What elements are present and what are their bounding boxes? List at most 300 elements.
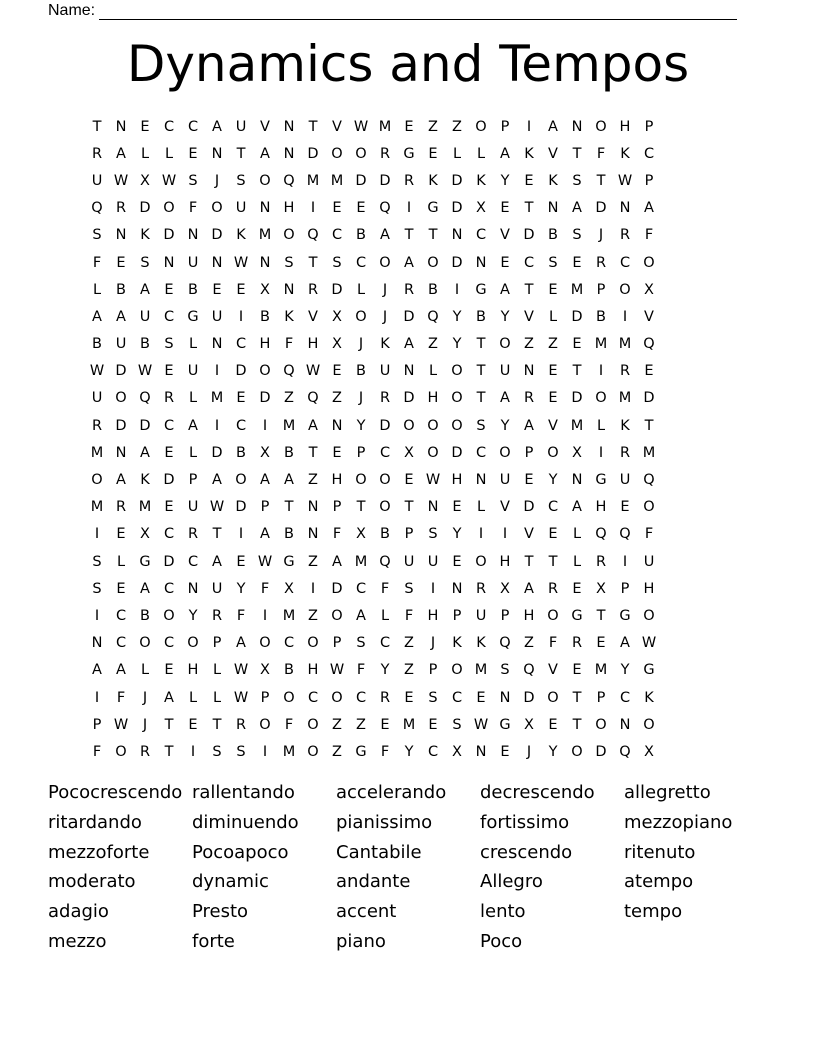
grid-letter: A [260,526,270,543]
grid-letter: R [619,227,631,244]
grid-letter: O [619,281,631,298]
grid-letter: J [142,689,148,706]
grid-letter: Y [500,308,510,325]
grid-letter: X [644,743,654,760]
grid-letter: V [332,118,342,135]
grid-letter: P [404,526,414,543]
grid-letter: I [262,417,268,434]
grid-letter: T [476,363,486,380]
grid-letter: M [594,336,608,353]
grid-letter: H [595,499,607,516]
grid-letter: C [115,607,127,624]
grid-letter: F [116,689,126,706]
grid-letter: L [356,281,366,298]
grid-letter: A [404,254,414,271]
grid-letter: D [139,200,151,217]
grid-letter: R [163,390,175,407]
grid-letter: M [282,743,296,760]
grid-letter: X [404,444,414,461]
grid-letter: A [500,145,510,162]
grid-letter: T [596,172,606,189]
grid-letter: K [476,635,486,652]
grid-letter: C [163,118,175,135]
grid-row [85,276,733,303]
grid-letter: M [90,499,104,516]
grid-letter: B [476,308,486,325]
grid-letter: J [526,743,532,760]
grid-row [85,521,733,548]
grid-letter: E [548,716,558,733]
grid-letter: C [643,145,655,162]
grid-letter: E [428,716,438,733]
grid-letter: Z [308,472,318,489]
grid-letter: N [475,743,487,760]
grid-letter: O [259,172,271,189]
grid-letter: W [641,635,657,652]
grid-letter: C [619,254,631,271]
grid-letter: Q [643,472,655,489]
grid-letter: D [523,227,535,244]
grid-letter: G [475,281,487,298]
grid-letter: D [211,444,223,461]
grid-letter: O [115,390,127,407]
grid-row [85,630,733,657]
grid-letter: Y [188,607,198,624]
grid-letter: F [596,145,606,162]
grid-letter: A [116,308,126,325]
name-field [48,0,748,20]
grid-letter: D [595,743,607,760]
grid-letter: E [332,363,342,380]
grid-letter: O [547,444,559,461]
grid-row [85,602,733,629]
grid-letter: O [499,444,511,461]
grid-letter: V [524,526,534,543]
grid-letter: R [595,254,607,271]
grid-letter: A [284,472,294,489]
grid-letter: M [618,336,632,353]
word-list-item: andante [336,871,411,893]
grid-letter: W [233,254,249,271]
grid-letter: F [284,336,294,353]
grid-letter: N [115,118,127,135]
grid-letter: E [500,743,510,760]
grid-letter: N [475,254,487,271]
grid-row [85,140,733,167]
grid-letter: W [209,499,225,516]
word-list-item: crescendo [480,841,573,863]
grid-letter: A [356,607,366,624]
grid-letter: N [187,580,199,597]
grid-letter: G [283,553,295,570]
grid-letter: C [163,417,175,434]
grid-letter: C [163,308,175,325]
grid-letter: E [452,499,462,516]
grid-letter: A [92,308,102,325]
grid-letter: E [548,526,558,543]
word-list-item: Presto [192,901,249,923]
grid-letter: Y [380,662,390,679]
grid-letter: L [140,662,150,679]
grid-letter: E [572,254,582,271]
grid-letter: Z [452,118,462,135]
grid-letter: B [284,526,294,543]
grid-letter: Z [548,336,558,353]
grid-letter: Z [332,390,342,407]
grid-letter: T [308,444,318,461]
grid-letter: W [113,172,129,189]
grid-letter: C [379,444,391,461]
grid-letter: I [454,281,460,298]
grid-letter: U [91,172,103,189]
grid-letter: A [380,227,390,244]
grid-letter: A [644,200,654,217]
grid-letter: A [92,662,102,679]
grid-letter: N [115,227,127,244]
grid-letter: U [499,472,511,489]
word-list-item: Allegro [480,871,543,893]
grid-letter: O [379,254,391,271]
grid-letter: C [235,417,247,434]
grid-letter: X [572,444,582,461]
grid-letter: J [430,635,436,652]
grid-letter: E [644,363,654,380]
grid-letter: O [547,607,559,624]
grid-letter: N [307,499,319,516]
grid-letter: S [284,254,294,271]
grid-letter: O [331,145,343,162]
grid-letter: S [572,172,582,189]
grid-letter: Y [452,526,462,543]
grid-letter: F [380,743,390,760]
grid-letter: Z [524,336,534,353]
grid-letter: Q [595,526,607,543]
grid-letter: L [116,553,126,570]
grid-letter: Q [307,390,319,407]
grid-letter: F [92,743,102,760]
grid-letter: O [355,308,367,325]
grid-letter: B [596,308,606,325]
grid-letter: M [138,499,152,516]
grid-letter: P [356,444,366,461]
grid-letter: W [89,363,105,380]
grid-letter: H [427,390,439,407]
grid-letter: Y [500,417,510,434]
grid-letter: L [428,363,438,380]
grid-letter: E [548,390,558,407]
grid-letter: J [382,308,388,325]
grid-letter: N [571,118,583,135]
grid-letter: W [137,363,153,380]
grid-letter: N [115,444,127,461]
grid-letter: I [94,689,100,706]
grid-letter: O [331,607,343,624]
grid-letter: I [262,743,268,760]
grid-letter: A [116,662,126,679]
grid-letter: E [116,580,126,597]
grid-letter: E [332,200,342,217]
grid-letter: N [451,227,463,244]
grid-letter: C [547,499,559,516]
grid-letter: O [403,417,415,434]
grid-letter: M [282,607,296,624]
grid-letter: S [428,689,438,706]
grid-letter: D [523,499,535,516]
grid-letter: M [618,390,632,407]
grid-letter: T [572,716,582,733]
grid-letter: F [548,635,558,652]
grid-letter: O [355,145,367,162]
grid-letter: F [356,662,366,679]
grid-letter: W [257,553,273,570]
grid-letter: Z [284,390,294,407]
grid-letter: F [644,227,654,244]
grid-letter: T [596,607,606,624]
grid-letter: I [238,308,244,325]
word-list-item: adagio [48,901,109,923]
grid-letter: Q [643,336,655,353]
grid-letter: E [140,118,150,135]
grid-letter: R [235,716,247,733]
grid-letter: O [475,553,487,570]
grid-letter: D [403,308,415,325]
grid-letter: T [404,499,414,516]
grid-row [85,412,733,439]
grid-letter: E [164,281,174,298]
grid-letter: X [140,172,150,189]
grid-letter: O [595,716,607,733]
grid-letter: B [140,607,150,624]
grid-letter: K [644,689,654,706]
grid-letter: V [644,308,654,325]
grid-letter: U [427,553,439,570]
grid-letter: B [116,281,126,298]
grid-letter: S [452,716,462,733]
grid-letter: T [92,118,102,135]
grid-letter: T [212,526,222,543]
grid-letter: D [235,499,247,516]
grid-letter: N [475,472,487,489]
grid-letter: A [212,553,222,570]
grid-letter: P [644,118,654,135]
grid-letter: I [94,526,100,543]
grid-letter: A [212,118,222,135]
grid-letter: U [235,118,247,135]
grid-letter: E [500,200,510,217]
word-list-item: accent [336,901,397,923]
grid-letter: N [91,635,103,652]
grid-row [85,575,733,602]
grid-letter: W [473,716,489,733]
grid-letter: S [476,417,486,434]
grid-letter: T [572,145,582,162]
word-list [48,778,768,957]
grid-letter: H [307,662,319,679]
grid-letter: D [163,553,175,570]
grid-letter: O [91,472,103,489]
grid-letter: Z [308,553,318,570]
grid-letter: R [307,281,319,298]
grid-letter: K [140,472,150,489]
grid-letter: N [547,200,559,217]
grid-letter: U [91,390,103,407]
grid-letter: O [643,499,655,516]
grid-letter: Y [404,743,414,760]
grid-letter: X [356,526,366,543]
grid-row [85,167,733,194]
grid-letter: Q [499,635,511,652]
grid-letter: T [308,118,318,135]
grid-letter: E [356,200,366,217]
grid-letter: A [116,472,126,489]
grid-letter: T [164,743,174,760]
grid-letter: P [92,716,102,733]
grid-letter: I [214,417,220,434]
grid-letter: B [260,308,270,325]
grid-letter: U [187,499,199,516]
grid-letter: E [212,281,222,298]
grid-letter: C [475,444,487,461]
grid-letter: I [622,308,628,325]
grid-row [85,738,733,765]
grid-letter: N [499,689,511,706]
word-list-item: fortissimo [480,811,570,833]
grid-letter: R [571,635,583,652]
grid-letter: S [212,743,222,760]
word-list-item: forte [192,930,235,952]
grid-letter: T [572,689,582,706]
grid-letter: Z [332,743,342,760]
grid-letter: A [404,336,414,353]
grid-letter: L [140,145,150,162]
grid-letter: P [620,580,630,597]
word-list-item: ritardando [48,811,142,833]
grid-letter: O [427,444,439,461]
grid-letter: M [354,553,368,570]
grid-letter: O [259,635,271,652]
grid-letter: A [140,444,150,461]
word-list-item: Pococrescendo [48,782,183,803]
grid-letter: H [523,607,535,624]
grid-letter: E [404,472,414,489]
grid-letter: S [404,580,414,597]
grid-letter: H [451,472,463,489]
grid-letter: O [283,689,295,706]
grid-letter: G [643,662,655,679]
grid-letter: O [451,390,463,407]
grid-letter: A [116,145,126,162]
grid-letter: E [500,254,510,271]
grid-letter: R [379,390,391,407]
grid-letter: W [305,363,321,380]
grid-letter: Q [427,308,439,325]
grid-letter: I [406,200,412,217]
grid-letter: U [403,553,415,570]
grid-letter: T [356,499,366,516]
grid-letter: L [164,145,174,162]
grid-letter: A [236,635,246,652]
grid-letter: Y [452,308,462,325]
grid-letter: U [139,308,151,325]
grid-letter: Z [404,662,414,679]
grid-letter: P [260,499,270,516]
grid-letter: C [475,227,487,244]
grid-letter: Q [307,227,319,244]
grid-letter: D [451,172,463,189]
grid-letter: N [571,472,583,489]
grid-letter: C [235,336,247,353]
grid-letter: G [187,308,199,325]
grid-letter: X [332,308,342,325]
grid-letter: R [619,363,631,380]
grid-letter: C [355,580,367,597]
grid-letter: D [379,417,391,434]
grid-letter: K [140,227,150,244]
grid-letter: K [524,145,534,162]
word-list-item: piano [336,930,386,952]
grid-letter: G [595,472,607,489]
grid-letter: S [236,743,246,760]
grid-letter: V [308,308,318,325]
grid-letter: B [380,526,390,543]
grid-letter: E [236,281,246,298]
grid-letter: D [523,689,535,706]
grid-letter: R [91,417,103,434]
grid-letter: E [332,444,342,461]
name-label: Name: [48,2,96,19]
grid-letter: E [188,145,198,162]
grid-letter: K [476,172,486,189]
grid-letter: D [451,444,463,461]
grid-letter: M [570,281,584,298]
word-list-item: mezzopiano [624,811,733,833]
grid-letter: E [548,363,558,380]
grid-letter: E [572,336,582,353]
grid-letter: Y [548,472,558,489]
grid-letter: E [404,118,414,135]
grid-letter: M [642,444,656,461]
grid-letter: T [476,336,486,353]
grid-letter: K [620,145,630,162]
grid-letter: O [451,363,463,380]
grid-letter: C [163,526,175,543]
grid-letter: Z [308,607,318,624]
grid-letter: Q [283,363,295,380]
grid-row [85,439,733,466]
grid-letter: D [115,417,127,434]
grid-letter: U [499,363,511,380]
grid-letter: S [356,635,366,652]
grid-letter: A [140,580,150,597]
grid-letter: M [90,444,104,461]
grid-letter: V [548,417,558,434]
grid-letter: X [524,716,534,733]
grid-letter: H [619,118,631,135]
grid-letter: T [476,390,486,407]
grid-letter: G [619,607,631,624]
grid-letter: T [524,200,534,217]
grid-letter: E [236,553,246,570]
grid-letter: Q [139,390,151,407]
grid-letter: E [164,499,174,516]
grid-letter: B [236,444,246,461]
grid-letter: E [404,689,414,706]
grid-letter: I [430,580,436,597]
grid-letter: A [620,635,630,652]
grid-letter: P [332,499,342,516]
grid-letter: X [452,743,462,760]
grid-letter: W [233,662,249,679]
